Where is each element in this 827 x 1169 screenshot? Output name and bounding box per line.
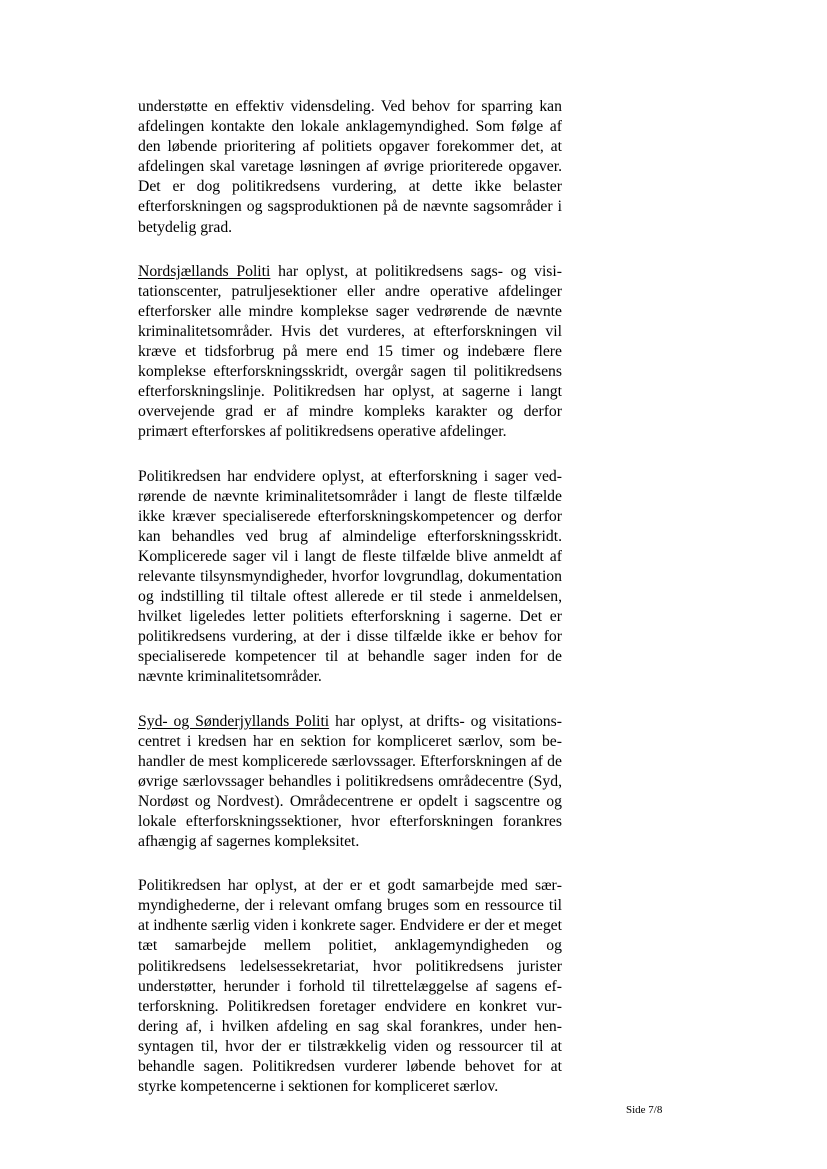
paragraph-1 — [138, 97, 562, 238]
paragraph-1-text: understøtte en effektiv vidensdeling. Ved behov for sparring kan afdelingen kontakte den lokale anklagemyndighed. Som følge af den løbende prioritering af politiets opgaver forekommer det, at afdelingen skal varetage løsningen af øvrige prioriterede opgaver. Det er dog politikredsens vurdering, at dette ikke belaster efterforskningen og sagsproduktionen på de nævnte sagsområder i betydelig grad. — [138, 98, 562, 236]
paragraph-3 — [138, 467, 562, 688]
paragraph-2 — [138, 262, 562, 443]
page-number: Side 7/8 — [626, 1104, 663, 1116]
police-district-nordsjaelland: Nordsjællands Politi — [138, 262, 271, 280]
police-district-syd-soenderjylland: Syd- og Sønderjyllands Politi — [138, 712, 330, 730]
paragraph-4-text: har oplyst, at drifts- og visitationscentret i kredsen har en sektion for kompliceret særlov, som behandler de mest komplicerede særlovssager. Efterforskningen af de øvrige særlovssager behandles i politikredsens områdecentre (Syd, Nordøst og Nordvest). Områdecentrene er opdelt i sagscentre og lokale efterforskningssektioner, hvor efterforskningen forankres afhængig af sagernes kompleksitet. — [138, 712, 562, 851]
paragraph-5 — [138, 876, 562, 1097]
paragraph-4 — [138, 712, 562, 853]
paragraph-3-text: Politikredsen har endvidere oplyst, at efterforskning i sager vedrørende de nævnte kriminalitetsområder i langt de fleste tilfælde ikke kræver specialiserede efterforskningskompetencer og derfor kan behandles ved brug af almindelige efterforskningsskridt. Komplicerede sager vil i langt de fleste tilfælde blive anmeldt af relevante tilsynsmyndigheder, hvorfor lovgrundlag, dokumentation og indstilling til tiltale oftest allerede er til stede i anmeldelsen, hvilket ligeledes letter politiets efterforskning i sagerne. Det er politikredsens vurdering, at der i disse tilfælde ikke er behov for specialiserede kompetencer til at behandle sager inden for de nævnte kriminalitetsområder. — [138, 467, 562, 686]
paragraph-5-text: Politikredsen har oplyst, at der er et godt samarbejde med særmyndighederne, der i relevant omfang bruges som en ressource til at indhente særlig viden i konkrete sager. Endvidere er der et meget tæt samarbejde mellem politiet, anklagemyndigheden og politikredsens ledelsessekretariat, hvor politikredsens jurister understøtter, herunder i forhold til tilrettelæggelse af sagens efterforskning. Politikredsen foretager endvidere en konkret vurdering af, i hvilken afdeling en sag skal forankres, under hensyntagen til, hvor der er tilstrækkelig viden og ressourcer til at behandle sagen. Politikredsen vurderer løbende behovet for at styrke kompetencerne i sektionen for kompliceret særlov. — [138, 877, 562, 1096]
paragraph-2-text: har oplyst, at politikredsens sags- og visitationscenter, patruljesektioner eller andre operative afdelinger efterforsker alle mindre komplekse sager vedrørende de nævnte kriminalitetsområder. Hvis det vurderes, at efterforskningen vil kræve et tidsforbrug på mere end 15 timer og indebære flere komplekse efterforskningsskridt, overgår sagen til politikredsens efterforskningslinje. Politikredsen har oplyst, at sagerne i langt overvejende grad er af mindre kompleks karakter og derfor primært efterforskes af politikredsens operative afdelinger. — [138, 262, 562, 441]
document-body — [138, 97, 562, 1121]
